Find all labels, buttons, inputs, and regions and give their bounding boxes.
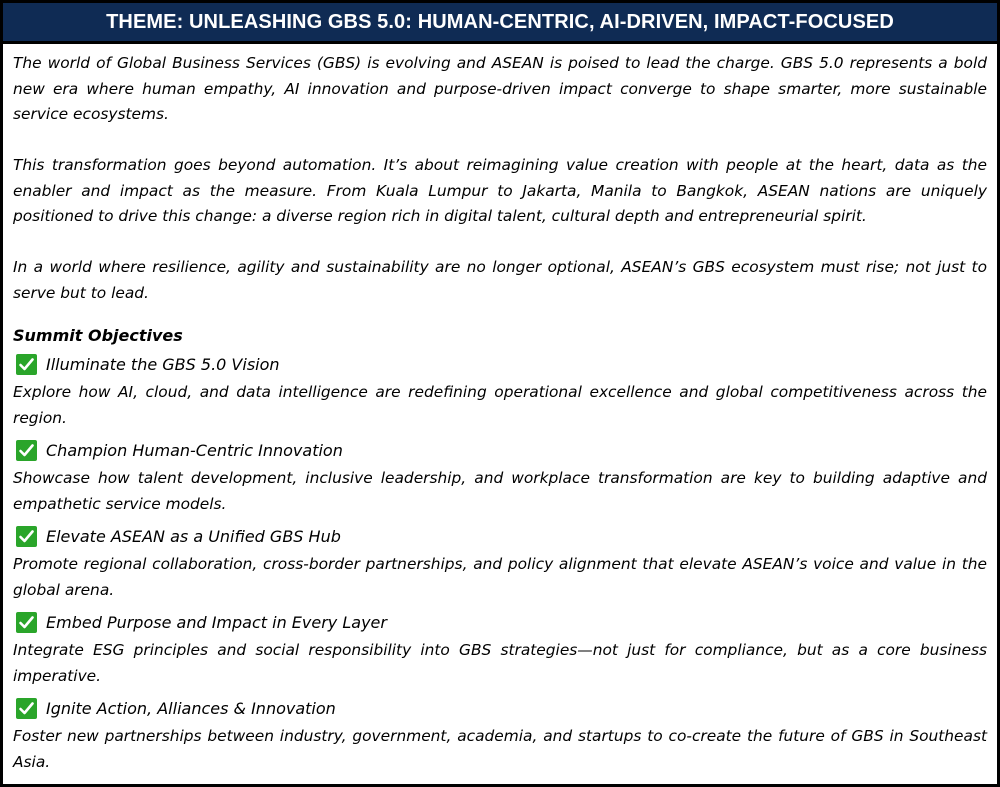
objective-item (13, 693, 987, 775)
check-mark-icon (16, 440, 37, 461)
objective-title-row (13, 349, 987, 380)
objective-title: Ignite Action, Alliances & Innovation (46, 698, 336, 718)
check-mark-icon (16, 354, 37, 375)
objective-title-row (13, 521, 987, 552)
theme-title: THEME: UNLEASHING GBS 5.0: HUMAN-CENTRIC, AI-DRIVEN, IMPACT-FOCUSED (3, 3, 997, 44)
check-mark-icon (16, 612, 37, 633)
intro-paragraph: The world of Global Business Services (GBS) is evolving and ASEAN is poised to lead the charge. GBS 5.0 represents a bold new era where human empathy, AI innovation and purpose-driven impact converge to shape smarter, more sustainable service ecosystems. (13, 54, 987, 123)
objective-item (13, 521, 987, 603)
objective-title-row (13, 607, 987, 638)
objective-description: Promote regional collaboration, cross-border partnerships, and policy alignment that elevate ASEAN’s voice and value in the global arena. (13, 555, 987, 599)
objective-description: Explore how AI, cloud, and data intelligence are redefining operational excellence and global competitiveness across the region. (13, 383, 987, 427)
check-mark-icon (16, 526, 37, 547)
objective-title-row (13, 435, 987, 466)
objective-description: Showcase how talent development, inclusive leadership, and workplace transformation are key to building adaptive and empathetic service models. (13, 469, 987, 513)
objective-title-row (13, 693, 987, 724)
check-mark-icon (16, 698, 37, 719)
objective-item (13, 349, 987, 431)
objective-title: Elevate ASEAN as a Unified GBS Hub (46, 526, 341, 546)
content-body (3, 44, 997, 775)
objective-item (13, 435, 987, 517)
objective-description: Foster new partnerships between industry, government, academia, and startups to co-create the future of GBS in Southeast Asia. (13, 727, 987, 771)
objective-item (13, 607, 987, 689)
intro-paragraph: This transformation goes beyond automation. It’s about reimagining value creation with people at the heart, data as the enabler and impact as the measure. From Kuala Lumpur to Jakarta, Manila to Bangkok, ASEAN nations are uniquely positioned to drive this change: a diverse region rich in digital talent, cultural depth and entrepreneurial spirit. (13, 156, 987, 225)
objective-title: Embed Purpose and Impact in Every Layer (46, 612, 387, 632)
objective-title: Champion Human-Centric Innovation (46, 440, 343, 460)
objectives-heading: Summit Objectives (13, 326, 183, 345)
objective-title: Illuminate the GBS 5.0 Vision (46, 354, 280, 374)
objective-description: Integrate ESG principles and social responsibility into GBS strategies—not just for compliance, but as a core business imperative. (13, 641, 987, 685)
intro-paragraph: In a world where resilience, agility and sustainability are no longer optional, ASEAN’s GBS ecosystem must rise; not just to serve but to lead. (13, 258, 987, 302)
